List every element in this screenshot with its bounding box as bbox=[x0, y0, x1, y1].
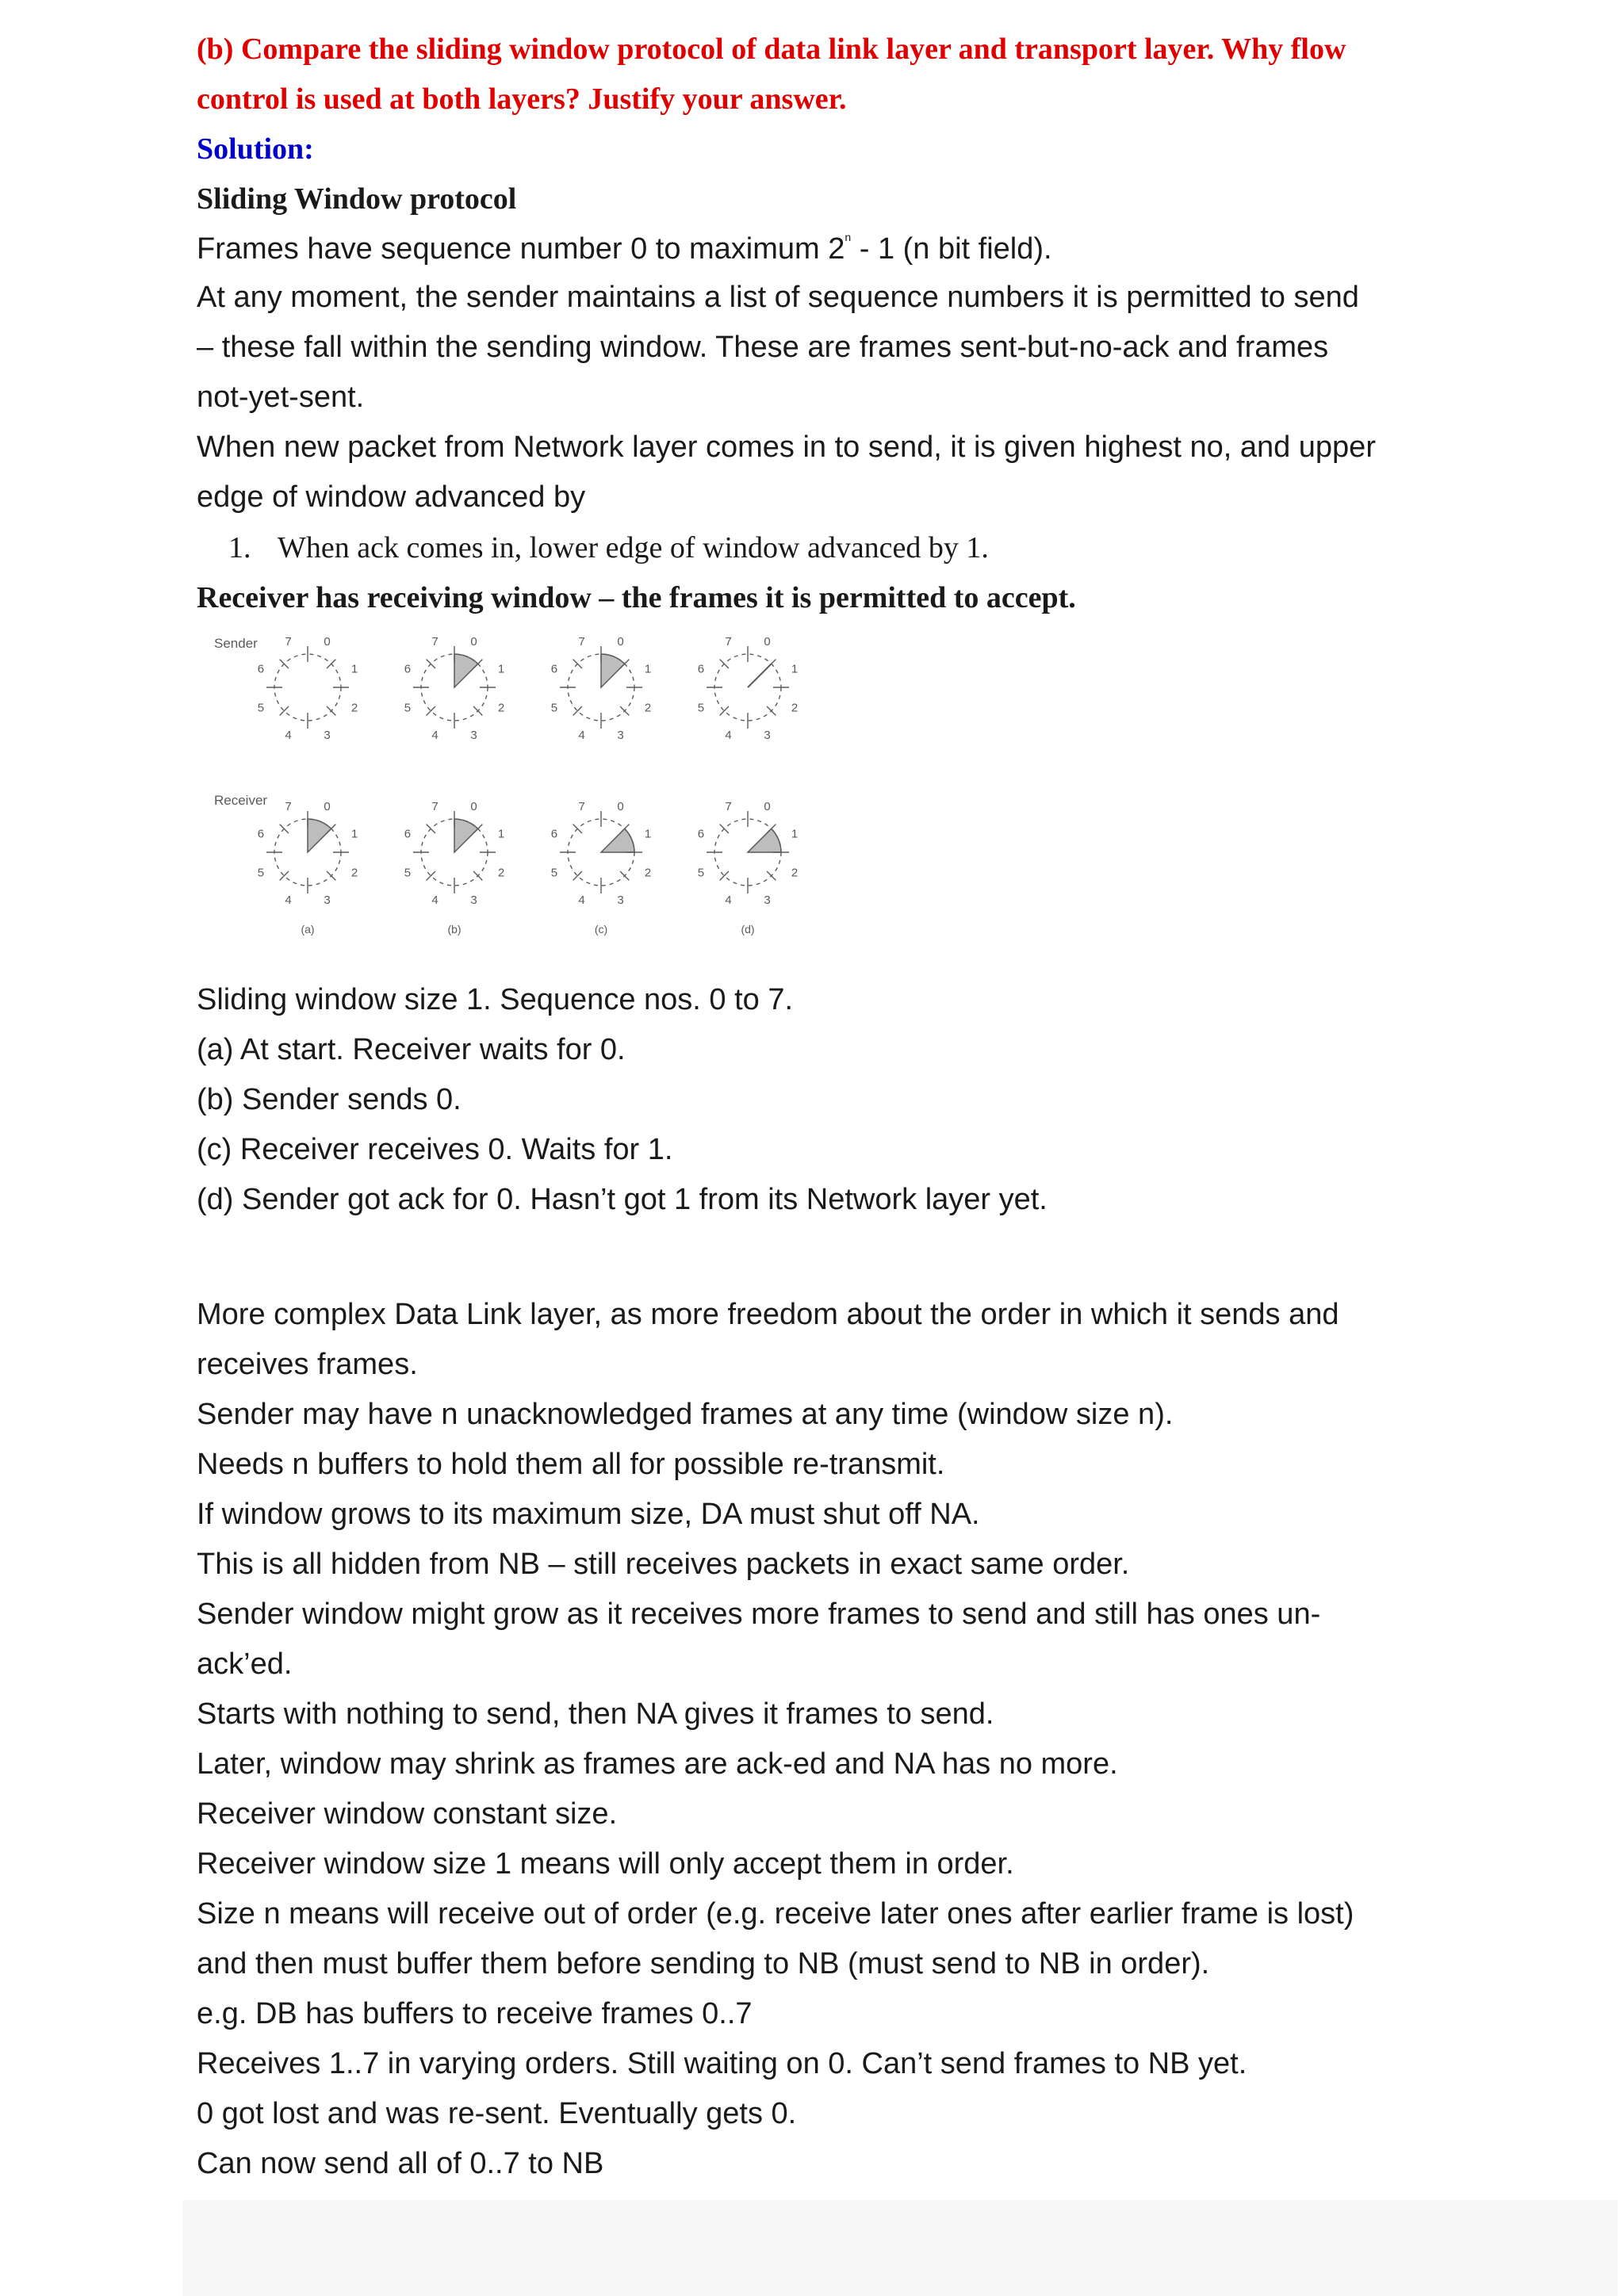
window-edge-line bbox=[748, 664, 772, 687]
body-line: More complex Data Link layer, as more freedom about the order in which it sends and bbox=[197, 1298, 1339, 1331]
clock-number: 7 bbox=[578, 799, 585, 813]
figure-caption: (b) bbox=[447, 923, 462, 936]
clock-number: 6 bbox=[257, 662, 265, 676]
body-line: Receives 1..7 in varying orders. Still waiting on 0. Can’t send frames to NB yet. bbox=[197, 2047, 1247, 2080]
clock-number: 1 bbox=[791, 662, 799, 676]
body-line: (b) Sender sends 0. bbox=[197, 1083, 462, 1116]
clock-number: 2 bbox=[644, 701, 652, 715]
clock-number: 0 bbox=[617, 634, 624, 649]
body-line: e.g. DB has buffers to receive frames 0..7 bbox=[197, 1997, 753, 2030]
list-item-number: 1. bbox=[228, 531, 251, 564]
clock-number: 1 bbox=[644, 827, 652, 841]
clock-number: 3 bbox=[324, 729, 331, 743]
clock-number: 0 bbox=[764, 634, 771, 649]
clock-number: 6 bbox=[404, 827, 412, 841]
body-line: Receiver window size 1 means will only accept them in order. bbox=[197, 1847, 1014, 1881]
question-line-1: (b) Compare the sliding window protocol of data link layer and transport layer. Why flow bbox=[197, 33, 1346, 66]
clock-number: 1 bbox=[497, 827, 505, 841]
body-line: Needs n buffers to hold them all for possible re-transmit. bbox=[197, 1448, 945, 1481]
clock-tick bbox=[327, 706, 335, 715]
clock-number: 2 bbox=[350, 866, 358, 880]
clock-number: 1 bbox=[791, 827, 799, 841]
clock-number: 5 bbox=[550, 701, 558, 715]
list-item-text: When ack comes in, lower edge of window advanced by 1. bbox=[278, 531, 989, 564]
receiver-window-heading: Receiver has receiving window – the frames it is permitted to accept. bbox=[197, 581, 1076, 614]
clock-tick bbox=[327, 871, 335, 880]
clock-diagrams bbox=[258, 635, 799, 936]
body-line: Size n means will receive out of order (e.g. receive later ones after earlier frame is lost) bbox=[197, 1897, 1354, 1931]
body-line: 0 got lost and was re-sent. Eventually gets 0. bbox=[197, 2097, 797, 2130]
sender-clock bbox=[698, 635, 799, 742]
body-line: (c) Receiver receives 0. Waits for 1. bbox=[197, 1133, 673, 1166]
clock-number: 1 bbox=[350, 827, 358, 841]
body-line: Starts with nothing to send, then NA gives it frames to send. bbox=[197, 1697, 994, 1731]
frames-line-text: Frames have sequence number 0 to maximum 2 bbox=[197, 232, 845, 266]
clock-number: 1 bbox=[350, 662, 358, 676]
frames-line-text-end: - 1 (n bit field). bbox=[851, 232, 1052, 266]
figure-caption: (c) bbox=[594, 923, 608, 936]
body-line: When new packet from Network layer comes in to send, it is given highest no, and upper bbox=[197, 430, 1376, 464]
sender-clock bbox=[258, 635, 358, 742]
clock-number: 7 bbox=[725, 799, 732, 813]
body-line: (a) At start. Receiver waits for 0. bbox=[197, 1033, 626, 1066]
clock-number: 2 bbox=[791, 866, 799, 880]
clock-number: 3 bbox=[470, 894, 477, 908]
body-line: Sender may have n unacknowledged frames at any time (window size n). bbox=[197, 1398, 1174, 1431]
clock-number: 6 bbox=[550, 662, 558, 676]
receiver-clock bbox=[258, 800, 358, 936]
window-wedge bbox=[601, 654, 625, 687]
window-wedge bbox=[601, 828, 634, 852]
window-wedge bbox=[748, 828, 781, 852]
body-line: (d) Sender got ack for 0. Hasn’t got 1 from its Network layer yet. bbox=[197, 1183, 1048, 1216]
clock-number: 0 bbox=[470, 799, 477, 813]
body-line: Later, window may shrink as frames are ack-ed and NA has no more. bbox=[197, 1747, 1118, 1781]
sliding-window-diagram bbox=[197, 630, 823, 963]
body-line: – these fall within the sending window. These are frames sent-but-no-ack and frames bbox=[197, 331, 1329, 364]
clock-number: 2 bbox=[497, 701, 505, 715]
clock-number: 6 bbox=[697, 827, 705, 841]
clock-number: 3 bbox=[764, 894, 771, 908]
body-line: Sliding window size 1. Sequence nos. 0 to 7. bbox=[197, 983, 794, 1016]
clock-number: 0 bbox=[617, 799, 624, 813]
clock-number: 5 bbox=[697, 701, 705, 715]
body-line: not-yet-sent. bbox=[197, 381, 365, 414]
clock-number: 5 bbox=[550, 866, 558, 880]
clock-number: 3 bbox=[617, 894, 624, 908]
clock-number: 5 bbox=[404, 866, 412, 880]
clock-number: 6 bbox=[404, 662, 412, 676]
body-line: Sender window might grow as it receives more frames to send and still has ones un- bbox=[197, 1598, 1321, 1631]
clock-number: 0 bbox=[470, 634, 477, 649]
body-line: Can now send all of 0..7 to NB bbox=[197, 2147, 604, 2180]
figure-caption: (d) bbox=[741, 923, 755, 936]
window-wedge bbox=[308, 819, 331, 852]
clock-number: 4 bbox=[578, 729, 585, 743]
clock-number: 7 bbox=[285, 634, 292, 649]
clock-number: 7 bbox=[431, 799, 439, 813]
clock-number: 5 bbox=[404, 701, 412, 715]
clock-number: 6 bbox=[257, 827, 265, 841]
clock-number: 2 bbox=[644, 866, 652, 880]
body-line: receives frames. bbox=[197, 1348, 418, 1381]
body-line: edge of window advanced by bbox=[197, 480, 586, 514]
clock-number: 0 bbox=[764, 799, 771, 813]
body-line: At any moment, the sender maintains a list of sequence numbers it is permitted to send bbox=[197, 281, 1359, 314]
clock-number: 5 bbox=[697, 866, 705, 880]
question-line-2: control is used at both layers? Justify your answer. bbox=[197, 82, 847, 116]
receiver-clock bbox=[698, 800, 799, 936]
clock-number: 5 bbox=[257, 866, 265, 880]
solution-label: Solution: bbox=[197, 132, 314, 166]
clock-number: 4 bbox=[725, 894, 732, 908]
clock-number: 2 bbox=[350, 701, 358, 715]
receiver-label: Receiver bbox=[214, 793, 268, 808]
receiver-clock bbox=[404, 800, 505, 936]
window-wedge bbox=[454, 654, 478, 687]
sender-clock bbox=[551, 635, 652, 742]
clock-number: 4 bbox=[285, 894, 292, 908]
clock-number: 7 bbox=[431, 634, 439, 649]
numbered-list-item bbox=[228, 530, 989, 565]
body-line: ack’ed. bbox=[197, 1647, 293, 1681]
receiver-clock bbox=[551, 800, 652, 936]
clock-tick bbox=[620, 706, 629, 715]
clock-number: 7 bbox=[578, 634, 585, 649]
clock-number: 4 bbox=[578, 894, 585, 908]
clock-number: 1 bbox=[644, 662, 652, 676]
clock-number: 2 bbox=[791, 701, 799, 715]
sliding-window-figure bbox=[197, 630, 823, 963]
body-line: If window grows to its maximum size, DA must shut off NA. bbox=[197, 1498, 980, 1531]
clock-number: 3 bbox=[470, 729, 477, 743]
body-line: This is all hidden from NB – still receives packets in exact same order. bbox=[197, 1548, 1130, 1581]
sender-clock bbox=[404, 635, 505, 742]
body-line: and then must buffer them before sending to NB (must send to NB in order). bbox=[197, 1947, 1210, 1980]
frames-sequence-line bbox=[197, 231, 1052, 266]
clock-number: 3 bbox=[324, 894, 331, 908]
clock-number: 6 bbox=[550, 827, 558, 841]
clock-number: 4 bbox=[285, 729, 292, 743]
clock-number: 6 bbox=[697, 662, 705, 676]
window-wedge bbox=[454, 819, 478, 852]
frames-line-exponent: n bbox=[845, 231, 852, 243]
clock-number: 3 bbox=[617, 729, 624, 743]
clock-number: 1 bbox=[497, 662, 505, 676]
clock-number: 5 bbox=[257, 701, 265, 715]
clock-number: 4 bbox=[725, 729, 732, 743]
body-line: Receiver window constant size. bbox=[197, 1797, 618, 1831]
clock-tick bbox=[620, 871, 629, 880]
page-footer-shade bbox=[182, 2200, 1618, 2296]
clock-number: 3 bbox=[764, 729, 771, 743]
clock-number: 7 bbox=[725, 634, 732, 649]
clock-number: 4 bbox=[431, 894, 439, 908]
clock-number: 4 bbox=[431, 729, 439, 743]
clock-tick bbox=[473, 871, 482, 880]
clock-number: 2 bbox=[497, 866, 505, 880]
clock-tick bbox=[767, 706, 776, 715]
clock-tick bbox=[473, 706, 482, 715]
sender-label: Sender bbox=[214, 636, 258, 651]
figure-caption: (a) bbox=[301, 923, 315, 936]
clock-number: 0 bbox=[324, 799, 331, 813]
section-title: Sliding Window protocol bbox=[197, 182, 517, 216]
clock-number: 0 bbox=[324, 634, 331, 649]
clock-number: 7 bbox=[285, 799, 292, 813]
clock-tick bbox=[767, 871, 776, 880]
